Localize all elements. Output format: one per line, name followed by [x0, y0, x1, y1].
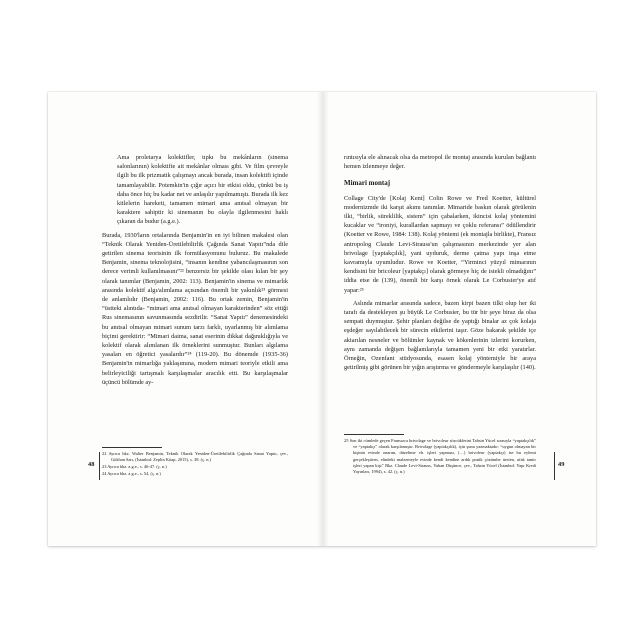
paragraph: Burada, 1930'ların ortalarında Benjamin'in en iyi bilinen makalesi olan “Teknik Olarak Yeniden-Üretilebilirlik Çağında Sanat Yapıtı”nda dile getirilen sinema teorisinin ilk formülasyonunu buluruz. Bu makalede Benjamin, sinema teknolojisini, “insanın kendine yabancılaşmasının son derece verimli kullanılmasını”²² benzersiz bir şekilde olası kılan bir şey olarak tanımlar (Benjamin, 2002: 113). Benjamin'in sinema ve mimarlık arasında kolektif algı/alımlama açısından önemli bir yakınlık²³ görmesi de anlamlıdır (Benjamin, 2002: 116). Bu ortak zemin, Benjamin'in “üstteki alıntıda- “mimari ama anıtsal olmayan karakterinden” söz ettiği Rus sinemasının savunmasında sezdirilir. “Sanat Yapıtı” denemesindeki bu anıtsal olmayan mimari sunum tarzı farklı, uyarlanmış bir alımlama biçimi gerektirir: “Mimari daima, sanat eserinin dikkat dağınıklığıyla ve kolektif olarak alımlanan ilk örneklerini sunmuştur. Bunları algılama yasaları en öğretici yasalardır”²⁴ (119-20). Bu dönemde (1935-36) Benjamin'in mimarlığa yaklaşımına, modern mimari teoriyle etkili ama belirleyiciliği tartışmalı karşılaşmalar aracılık etti. Bu karşılaşmalar üçüncü bölümde ay- [102, 231, 288, 386]
block-quote: Ama proletarya kolektifler, tıpkı bu mekânların (sinema salonlarının) kolektifte ait mekânlar olması gibi. Ve film çevreyle ilgili bu ilk prizmatik çalışmayı ancak burada, insan kolektifi içinde tamamlayabilir. Potemkin'in çığır açıcı bir etkisi oldu, çünkü bu iş daha önce hiç bu kadar net ve anlaşılır yapılmamıştı. Burada ilk kez kitlelerin hareketi, tamamen mimari ama anıtsal olmayan bir karaktere sahiptir ki sinemanın bu olayla ilgilenmesini haklı çıkaran da budur (a.g.e.). [117, 154, 289, 226]
page-number-rule [554, 452, 555, 480]
left-page [48, 92, 322, 546]
footnote-22: 22 Ayrıca bkz. Walter Benjamin, Teknik Olarak Yeniden-Üretilebilirlik Çağında Sanat Yapıtı, çev., Gökhan Sarı, (İstanbul: Zeplin Kitap, 2015), s. 38. (ç. n.) [102, 451, 288, 463]
footnotes [344, 430, 536, 476]
footnote-25: 25 Son iki cümlede geçen Fransızca brivolage ve brivoleur sözcüklerini Tahsin Yücel sırasıyla “yaptakçılık” ve “yaptakçı” olarak karşılamıştır. Brivolage (yaptakçılık), için şunu yazmaktadır: “uygun olmayan bir kişinin evinde onarım, düzeltme vb. işleri yapması, (…) brivoleur (yaptakçı) ise bu eylemi gerçekleştiren, elindeki malzemeyle evinde kendi kendine ardık pratik çözümler üreten, ufak tamir işleri yapan kişi” Bkz. Claude Levi-Strauss, Yaban Düşünce, çev., Tahsin Yücel (İstanbul: Yapı Kredi Yayınları, 1994), s. 42. (ç. n.) [344, 438, 536, 475]
footnote-24: 24 Ayrıca bkz. a.g.e., s. 54. (ç. n.) [102, 470, 161, 476]
paragraph: Collage City'de [Kolaj Kent] Colin Rowe ve Fred Koetter, kültürel modernizmde iki karşıt akımı tanımlar. Mimaride baskın olarak görülenin ilki, “birlik, süreklilik, sistem” için çabalarken, ikincisi kolaj yöntemini kucaklar ve “ironiyi, kurallardan sapmayı ve çoklu referansı” ödüllendirir (Koetter ve Rowe, 1984: 138). Kolaj yöntemi (ek montajla birlikte), Fransız antropolog Claude Levi-Strauss'un çalışmasının merkezinde yer alan brivolage [yaptakçılık], yani uyduruk, derme çatma yapı inşa etme kavramıyla uyumludur. Rowe ve Koetter, “Yirminci yüzyıl mimarının kendisini bir bricoleur [yaptakçı] olarak görmeye hiç de istekli olmadığını” iddia etse de (139), önemli bir karşı örnek olarak Le Corbusier'ye atıf yapar:²⁵ [344, 194, 536, 294]
footnote-rule [344, 434, 404, 435]
block-quote: Aslında mimarlar arasında sadece, bazen kirpi bazen tilki olup her iki tarafı da destekleyen şu büyük Le Corbusier, bu tür bir şeye biraz da olsa sempati duymuştur. Şehir planları değilse de yaptığı binalar az çok kolaja eşdeğer sayılabilecek bir sürecin etkilerini taşır. Göze bakarak şekilde içe aktarılan nesneler ve bölümler kaynak ve kökenlerinin izlerini korurken, aynı zamanda değişen bağlamlarıyla tamamen yeni bir etki yaratırlar. Örneğin, Ozenfant stüdyosunda, esasen kolaj yöntemiyle bir araya getirilmiş gibi görünen bir yığın arıştırma ve göndermeyle karşılaşılır (140). [344, 299, 536, 372]
book-spread [48, 92, 596, 546]
footnote-rule [102, 447, 162, 448]
paragraph: rıntısıyla ele alınacak olsa da metropol ile montaj arasında kurulan bağlantı hemen izlenmeye değer. [344, 154, 536, 171]
page-number: 49 [558, 461, 565, 468]
footnotes [102, 443, 288, 478]
footnote-23: 23 Ayrıca bkz. a.g.e., s. 46-47. (ç. n.) [102, 464, 167, 469]
section-heading: Mimari montaj [344, 179, 391, 188]
left-page-body [102, 153, 288, 387]
page-number: 48 [88, 461, 95, 468]
right-page [322, 92, 596, 546]
page-number-rule [99, 452, 100, 480]
right-page-body [344, 153, 536, 372]
